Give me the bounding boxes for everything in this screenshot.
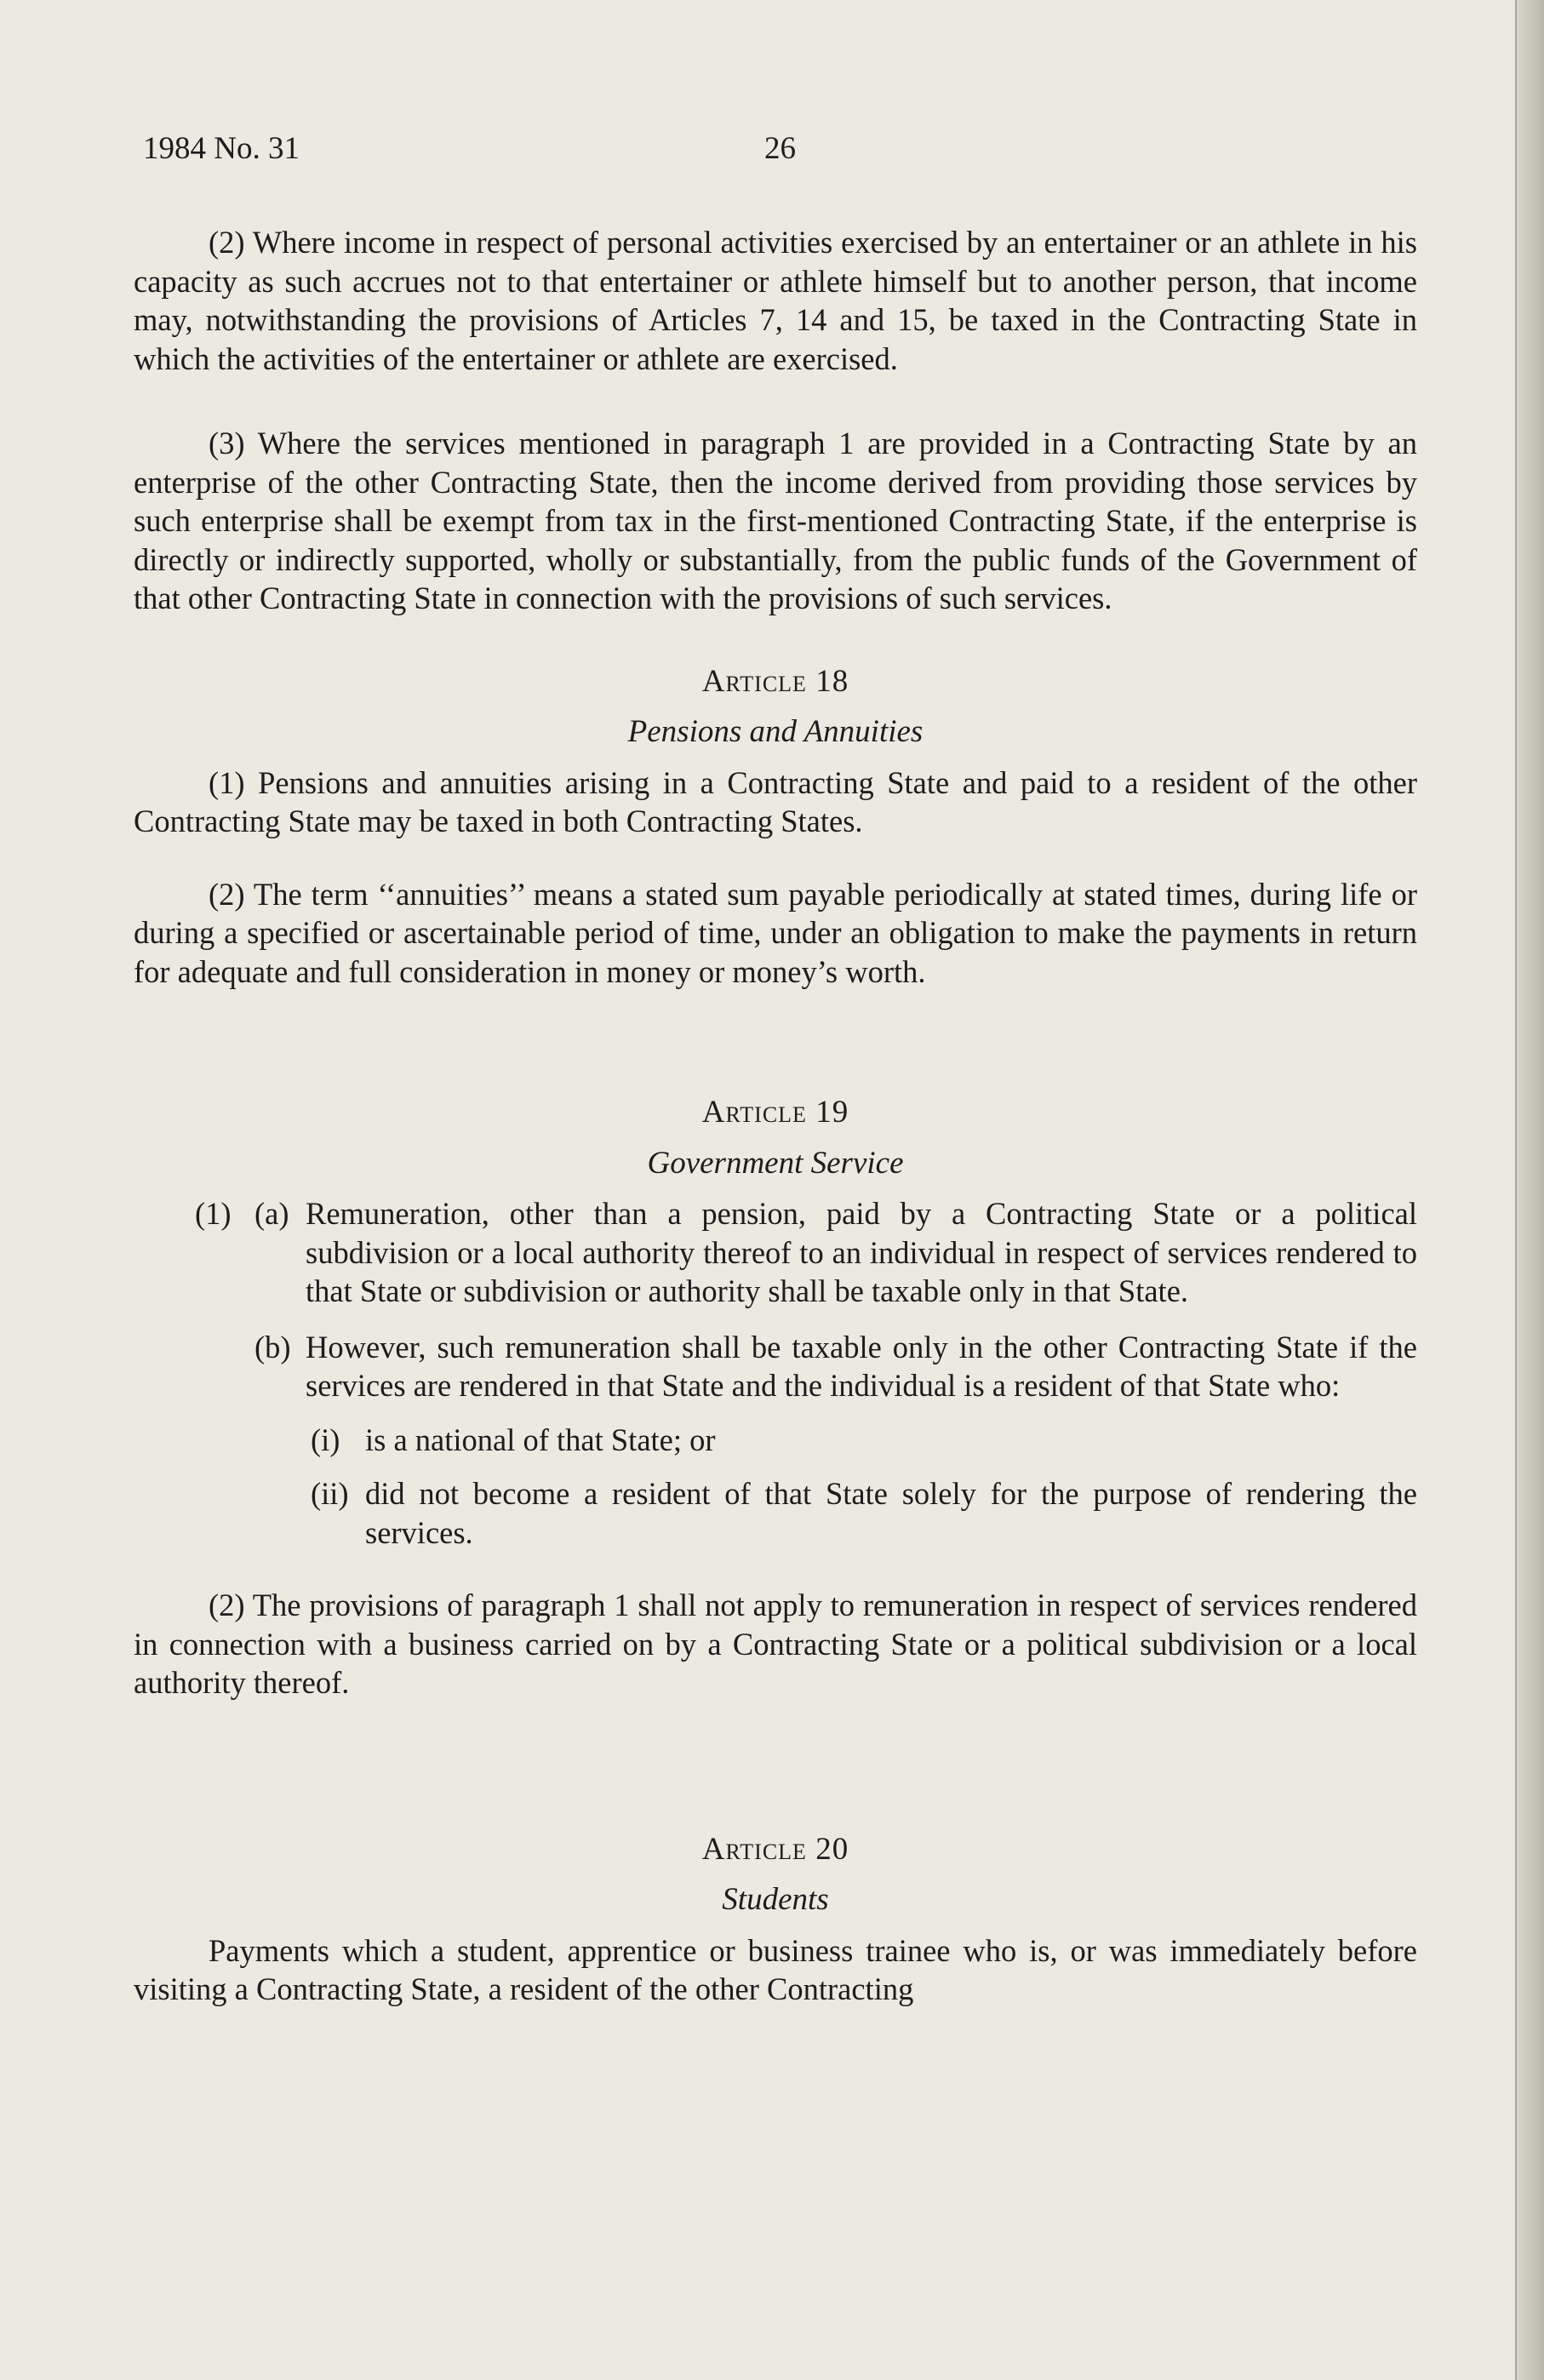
article19-paragraph-2: (2) The provisions of paragraph 1 shall not apply to remuneration in respect of services rendered in connection with a business carried on by a Contracting State or a political subdivision or a local authority thereof.	[134, 1588, 1417, 1700]
clause-text-a: Remuneration, other than a pension, paid by a Contracting State or a political subdivision or a local authority thereof to an individual in respect of services rendered to that State or subdivision or authority shall be taxable only in that State.	[306, 1196, 1417, 1308]
article18-paragraph-2: (2) The term ‘‘annuities’’ means a stated sum payable periodically at stated times, during life or during a specified or ascertainable period of time, under an obligation to make the payments in return for adequate and full consideration in money or money’s worth.	[134, 876, 1417, 989]
article-20	[134, 1830, 1417, 2009]
subclause-text-i: is a national of that State; or	[365, 1422, 716, 1457]
paragraph-number: (1)	[195, 1196, 232, 1231]
article-19	[134, 1093, 1417, 1702]
article-19-title: Government Service	[647, 1145, 904, 1181]
article-18-title: Pensions and Annuities	[627, 714, 924, 749]
article20-paragraph-1: Payments which a student, apprentice or business trainee who is, or was immediately before visiting a Contracting State, a resident of the other Contracting	[134, 1932, 1417, 2006]
subclause-label-i: (i)	[311, 1422, 340, 1457]
article-20-heading: Article 20	[701, 1831, 849, 1867]
article-18-heading: Article 18	[701, 663, 849, 699]
act-year-number: 1984 No. 31	[143, 131, 300, 166]
article19-subclause-i	[134, 1421, 1417, 1460]
article-19-heading: Article 19	[701, 1095, 849, 1130]
running-head	[143, 128, 1420, 170]
article17-paragraph-2: (2) Where income in respect of personal activities exercised by an entertainer or an athlete in his capacity as such accrues not to that entertainer or athlete himself but to another person, that income may, notwithstanding the provisions of Articles 7, 14 and 15, be taxed in the Contracting State in which the activities of the entertainer or athlete are exercised.	[134, 225, 1417, 376]
clause-text-b: However, such remuneration shall be taxable only in the other Contracting State if the services are rendered in that State and the individual is a resident of that State who:	[306, 1329, 1417, 1403]
article-20-title: Students	[722, 1882, 829, 1917]
clause-label-a: (a)	[254, 1196, 289, 1231]
article19-paragraph-1a	[134, 1194, 1417, 1311]
article-18	[134, 662, 1417, 992]
article19-paragraph-1b	[134, 1328, 1417, 1405]
page-edge	[1515, 0, 1544, 2380]
subclause-label-ii: (ii)	[311, 1476, 349, 1511]
article18-paragraph-1: (1) Pensions and annuities arising in a Contracting State and paid to a resident of the other Contracting State may be taxed in both Contracting States.	[134, 764, 1417, 838]
document-body	[134, 223, 1417, 2009]
subclause-text-ii: did not become a resident of that State solely for the purpose of rendering the services.	[365, 1476, 1417, 1550]
page-number: 26	[764, 131, 796, 166]
clause-label-b: (b)	[254, 1329, 291, 1364]
article19-subclause-ii	[134, 1474, 1417, 1552]
article17-paragraph-3: (3) Where the services mentioned in paragraph 1 are provided in a Contracting State by an enterprise of the other Contracting State, then the income derived from providing those services by such enterprise shall be exempt from tax in the first-mentioned Contracting State, if the enterprise is directly or indirectly supported, wholly or substantially, from the public funds of the Government of that other Contracting State in connection with the provisions of such services.	[134, 426, 1417, 615]
